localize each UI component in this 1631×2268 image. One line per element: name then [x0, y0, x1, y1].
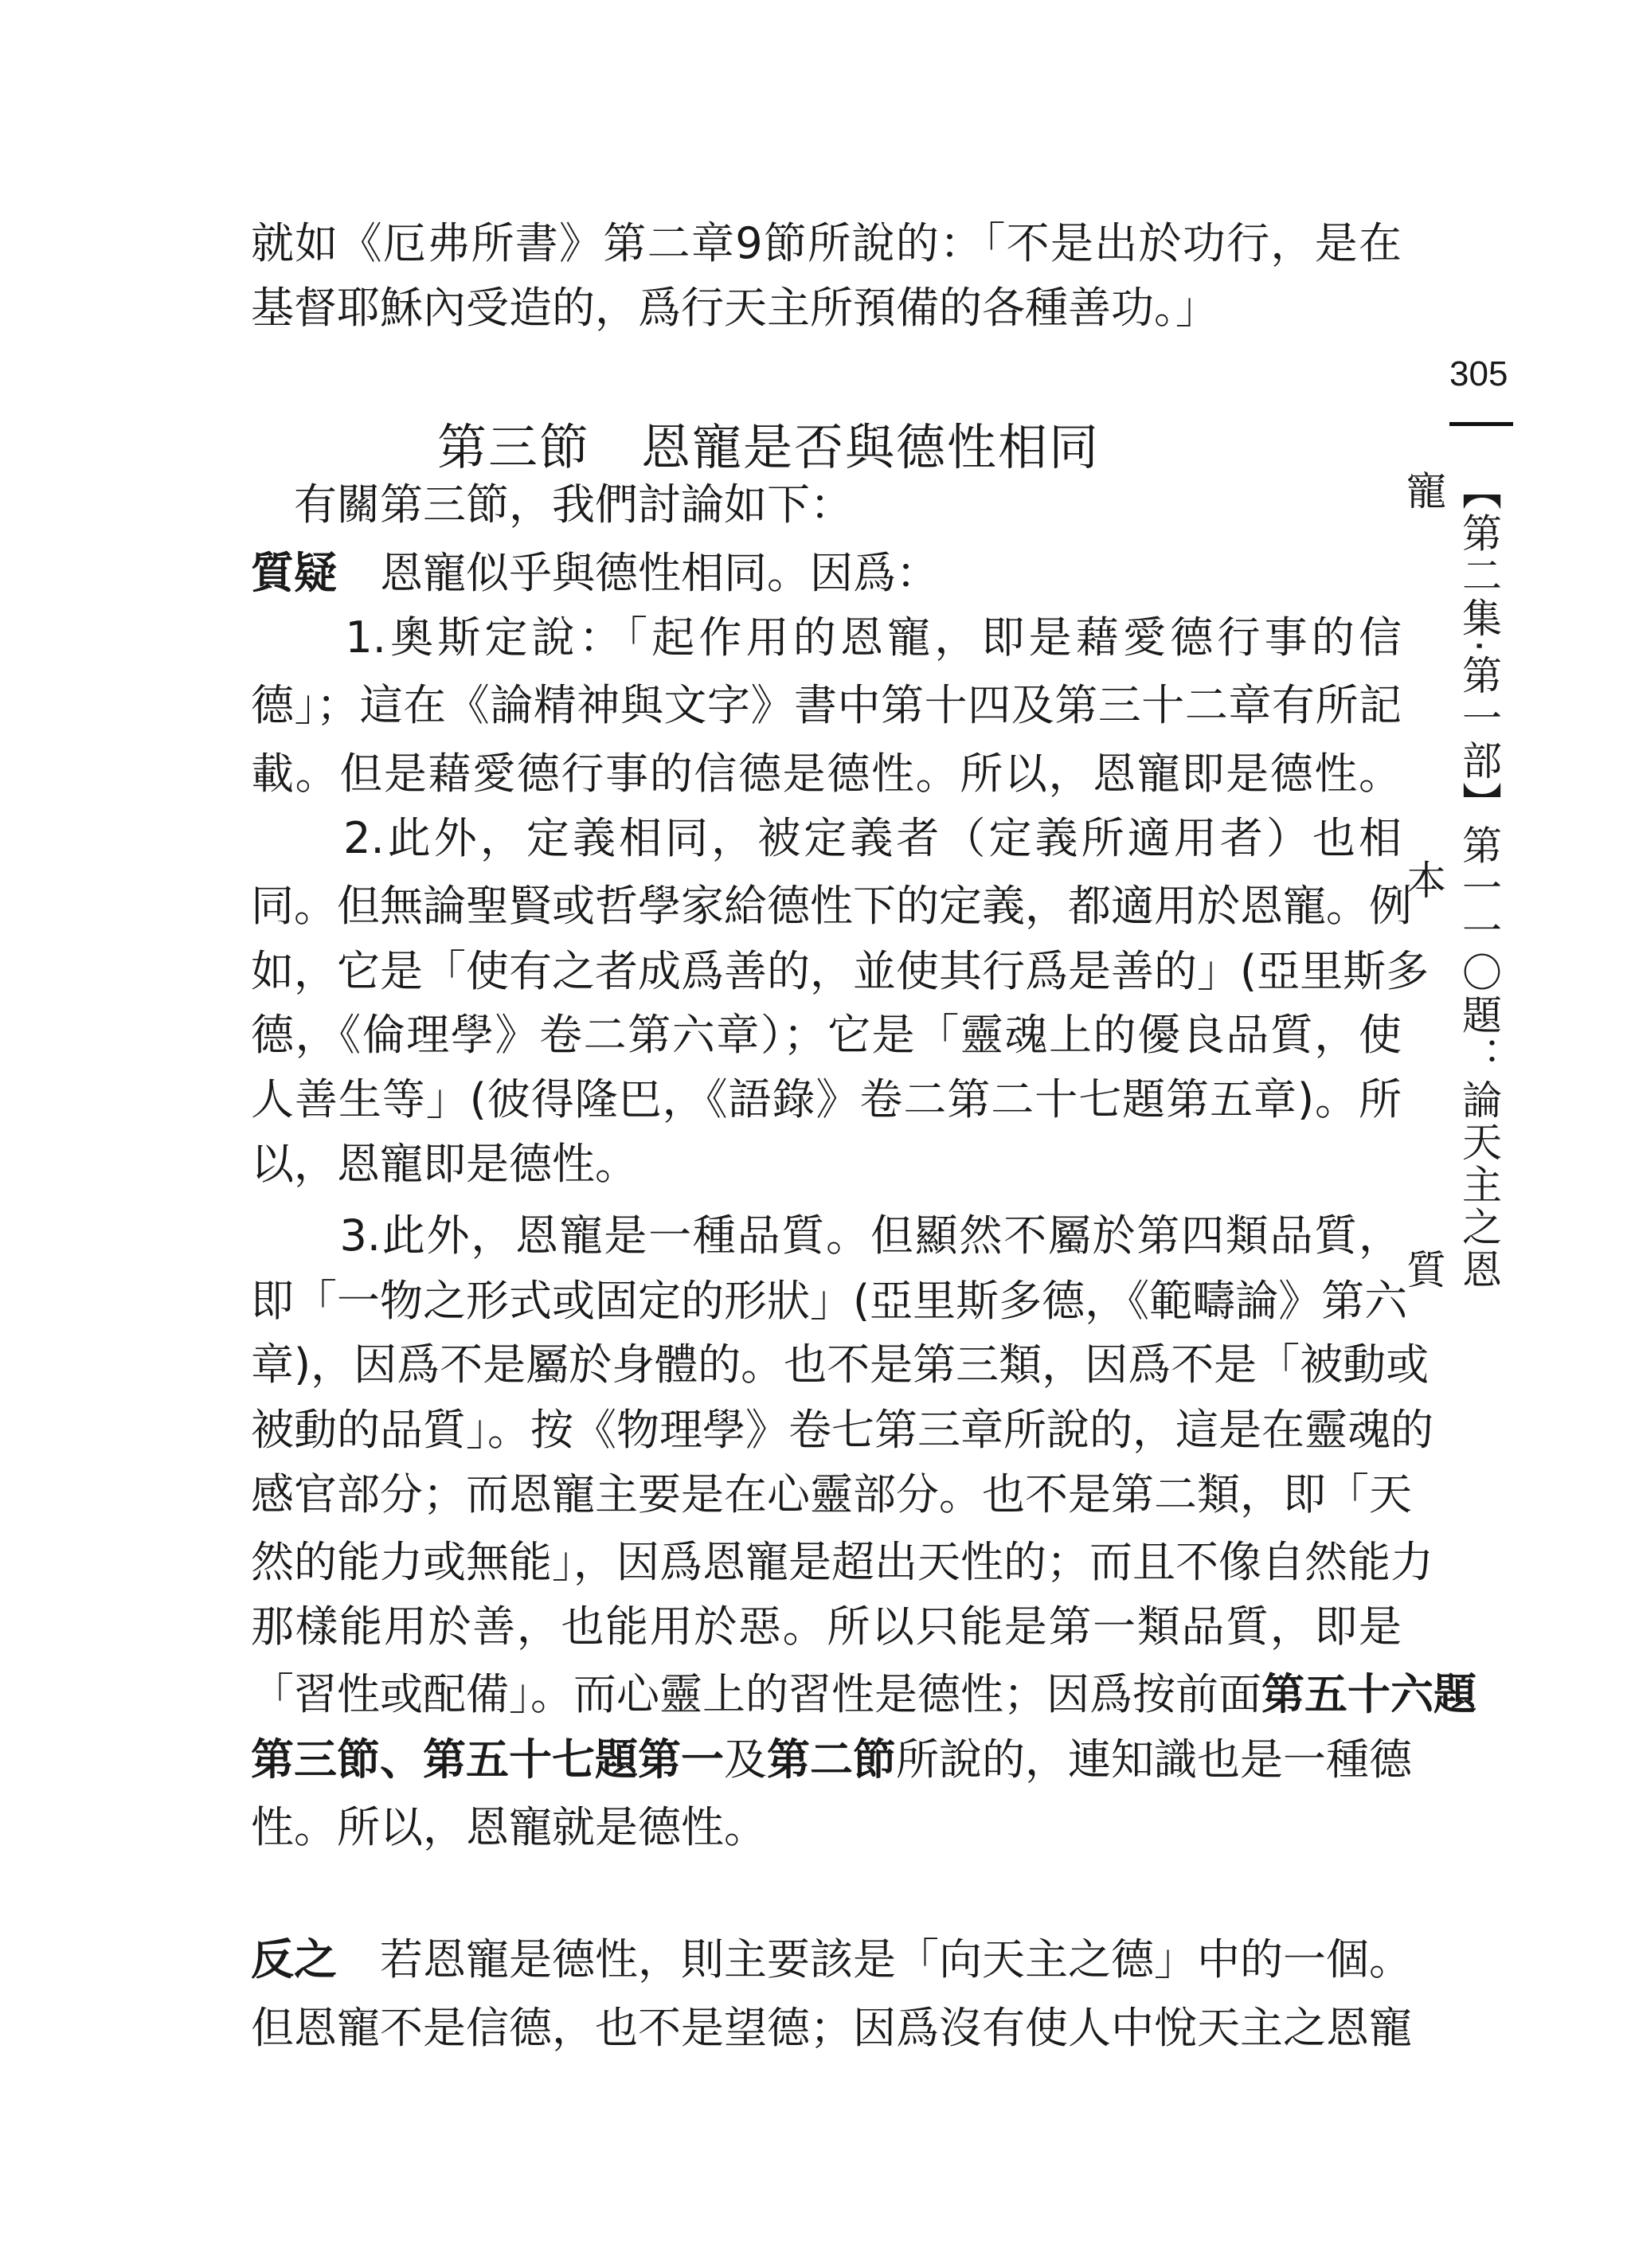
text-segment: 同。但無論聖賢或哲學家給德性下的定義，都適用於恩寵。例	[251, 881, 1412, 931]
text-line	[251, 1932, 1412, 1988]
text-line	[251, 1732, 1412, 1788]
text-segment: 那樣能用於善，也能用於惡。所以只能是第一類品質，即是	[251, 1601, 1402, 1652]
text-line	[251, 1535, 1433, 1590]
text-line	[251, 280, 1402, 336]
text-segment: 3.此外，恩寵是一種品質。但顯然不屬於第四類品質，	[251, 1210, 1402, 1261]
text-segment: 基督耶穌內受造的，爲行天主所預備的各種善功。」	[251, 283, 1218, 333]
bold-text: 反之	[251, 1934, 337, 1984]
text-line	[251, 1467, 1412, 1523]
text-line	[251, 610, 1402, 666]
bold-text: 質疑	[251, 548, 337, 598]
text-segment: 德」；這在《論精神與文字》書中第十四及第三十二章有所記	[251, 680, 1402, 730]
text-segment: 性。所以，恩寵就是德性。	[251, 1802, 767, 1852]
text-segment: 人善生等」(彼得隆巴，《語錄》卷二第二十七題第五章)。所	[251, 1074, 1402, 1124]
bold-text: 第三節、第五十七題第一	[251, 1734, 724, 1785]
text-segment: 就如《厄弗所書》第二章9節所說的：「不是出於功行，是在	[251, 218, 1402, 268]
text-line	[251, 811, 1402, 866]
text-segment: 若恩寵是德性，則主要該是「向天主之德」中的一個。	[337, 1934, 1412, 1984]
text-line	[251, 746, 1402, 802]
text-line	[251, 1667, 1477, 1723]
text-line	[251, 545, 1402, 601]
bold-text: 第二節	[767, 1734, 896, 1785]
text-line	[251, 1402, 1433, 1458]
text-line	[251, 1136, 1402, 1192]
text-line	[251, 2000, 1412, 2056]
text-segment: 以，恩寵即是德性。	[251, 1139, 638, 1189]
text-segment: 「習性或配備」。而心靈上的習性是德性；因爲按前面	[251, 1669, 1261, 1719]
text-line	[251, 477, 1402, 533]
text-segment: 章)，因爲不是屬於身體的。也不是第三類，因爲不是「被動或	[251, 1339, 1430, 1390]
text-segment: 被動的品質」。按《物理學》卷七第三章所說的，這是在靈魂的	[251, 1405, 1433, 1455]
page-number: 305	[1449, 354, 1508, 393]
text-line	[251, 1800, 1402, 1855]
text-segment: 有關第三節，我們討論如下：	[251, 479, 853, 530]
text-segment: 所說的，連知識也是一種德	[896, 1734, 1412, 1785]
text-line	[251, 878, 1412, 934]
text-line	[251, 1273, 1408, 1329]
text-segment: 德，《倫理學》卷二第六章）；它是「靈魂上的優良品質，使	[251, 1010, 1402, 1060]
running-head: 【第二集·第一部】第一一〇題：論天主之恩寵本質	[1400, 470, 1502, 1290]
text-line	[251, 678, 1402, 733]
text-line	[251, 1072, 1402, 1128]
text-segment: 恩寵似乎與德性相同。因爲：	[337, 548, 939, 598]
text-line	[251, 1007, 1402, 1063]
text-segment: 然的能力或無能」，因爲恩寵是超出天性的；而且不像自然能力	[251, 1537, 1433, 1587]
text-segment: 載。但是藉愛德行事的信德是德性。所以，恩寵即是德性。	[251, 749, 1402, 799]
text-segment: 如，它是「使有之者成爲善的，並使其行爲是善的」(亞里斯多	[251, 946, 1430, 996]
text-line	[251, 1599, 1402, 1655]
text-line	[251, 944, 1430, 999]
text-segment: 但恩寵不是信德，也不是望德；因爲沒有使人中悅天主之恩寵	[251, 2003, 1412, 2053]
text-segment: 2.此外，定義相同，被定義者（定義所適用者）也相	[251, 813, 1402, 863]
text-line	[251, 216, 1402, 272]
text-line	[251, 1208, 1402, 1264]
bold-text: 第五十六題	[1261, 1669, 1477, 1719]
text-line	[251, 1337, 1430, 1393]
text-segment: 及	[724, 1734, 767, 1785]
section-title: 第三節 恩寵是否與德性相同	[436, 418, 1100, 476]
text-segment: 感官部分；而恩寵主要是在心靈部分。也不是第二類，即「天	[251, 1469, 1412, 1519]
text-segment: 1.奧斯定說：「起作用的恩寵，即是藉愛德行事的信	[251, 612, 1402, 663]
text-segment: 即「一物之形式或固定的形狀」(亞里斯多德，《範疇論》第六	[251, 1276, 1408, 1326]
